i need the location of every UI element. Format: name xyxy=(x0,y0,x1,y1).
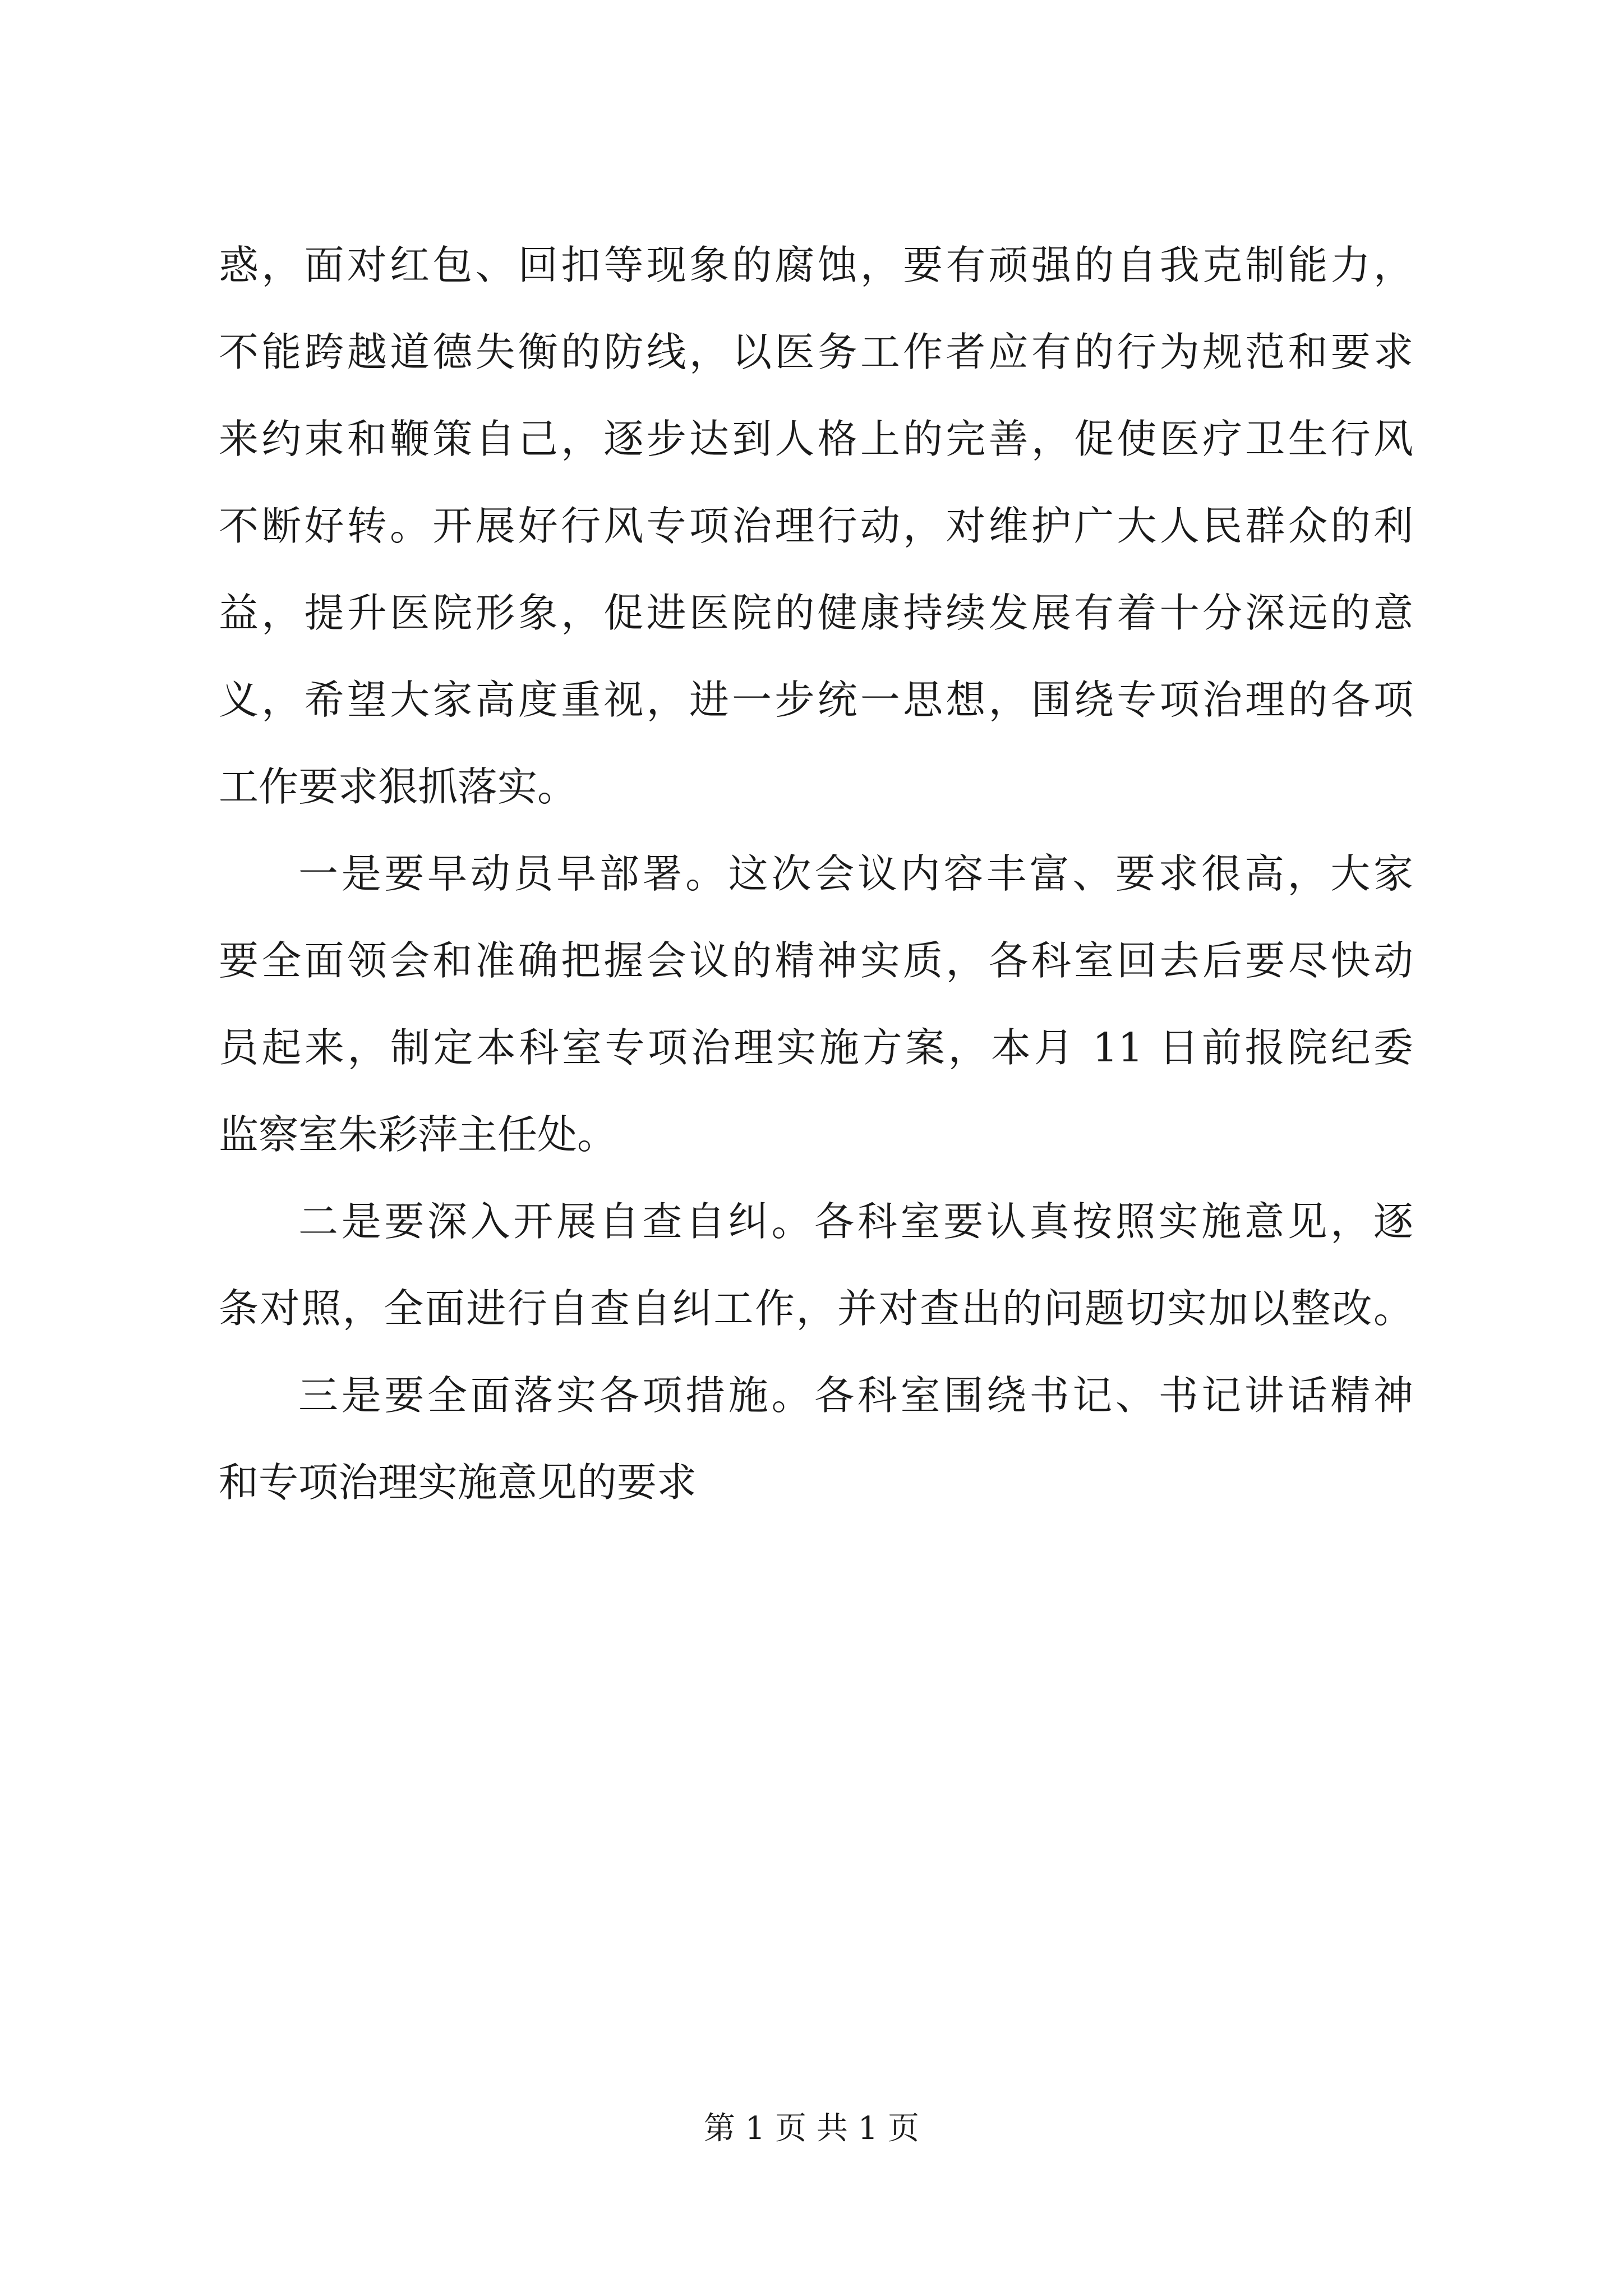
text-line: 工作要求狠抓落实。 xyxy=(219,763,578,810)
paragraph-4 xyxy=(219,1352,1413,1526)
text-line: 条对照，全面进行自查自纠工作，并对查出的问题切实加以整改。 xyxy=(219,1285,1413,1332)
text-line: 三是要全面落实各项措施。各科室围绕书记、书记讲话精神 xyxy=(298,1372,1413,1419)
paragraph-1 xyxy=(219,222,1413,830)
text-line: 不能跨越道德失衡的防线，以医务工作者应有的行为规范和要求 xyxy=(219,329,1413,375)
document-body xyxy=(219,222,1413,1526)
text-line: 一是要早动员早部署。这次会议内容丰富、要求很高，大家 xyxy=(298,850,1413,897)
paragraph-2 xyxy=(219,830,1413,1178)
text-line: 不断好转。开展好行风专项治理行动，对维护广大人民群众的利 xyxy=(219,503,1413,549)
text-line: 来约束和鞭策自己，逐步达到人格上的完善，促使医疗卫生行风 xyxy=(219,416,1413,462)
text-line: 要全面领会和准确把握会议的精神实质，各科室回去后要尽快动 xyxy=(219,937,1413,984)
text-line: 监察室朱彩萍主任处。 xyxy=(219,1111,617,1158)
text-line: 义，希望大家高度重视，进一步统一思想，围绕专项治理的各项 xyxy=(219,677,1413,723)
paragraph-3 xyxy=(219,1178,1413,1352)
text-line: 员起来，制定本科室专项治理实施方案，本月 11 日前报院纪委 xyxy=(219,1024,1413,1071)
page-number-footer: 第 1 页 共 1 页 xyxy=(703,2110,920,2147)
text-line: 二是要深入开展自查自纠。各科室要认真按照实施意见，逐 xyxy=(298,1198,1413,1245)
text-line: 益，提升医院形象，促进医院的健康持续发展有着十分深远的意 xyxy=(219,590,1413,636)
text-line: 惑，面对红包、回扣等现象的腐蚀，要有顽强的自我克制能力， xyxy=(219,242,1413,288)
text-line: 和专项治理实施意见的要求 xyxy=(219,1459,697,1506)
